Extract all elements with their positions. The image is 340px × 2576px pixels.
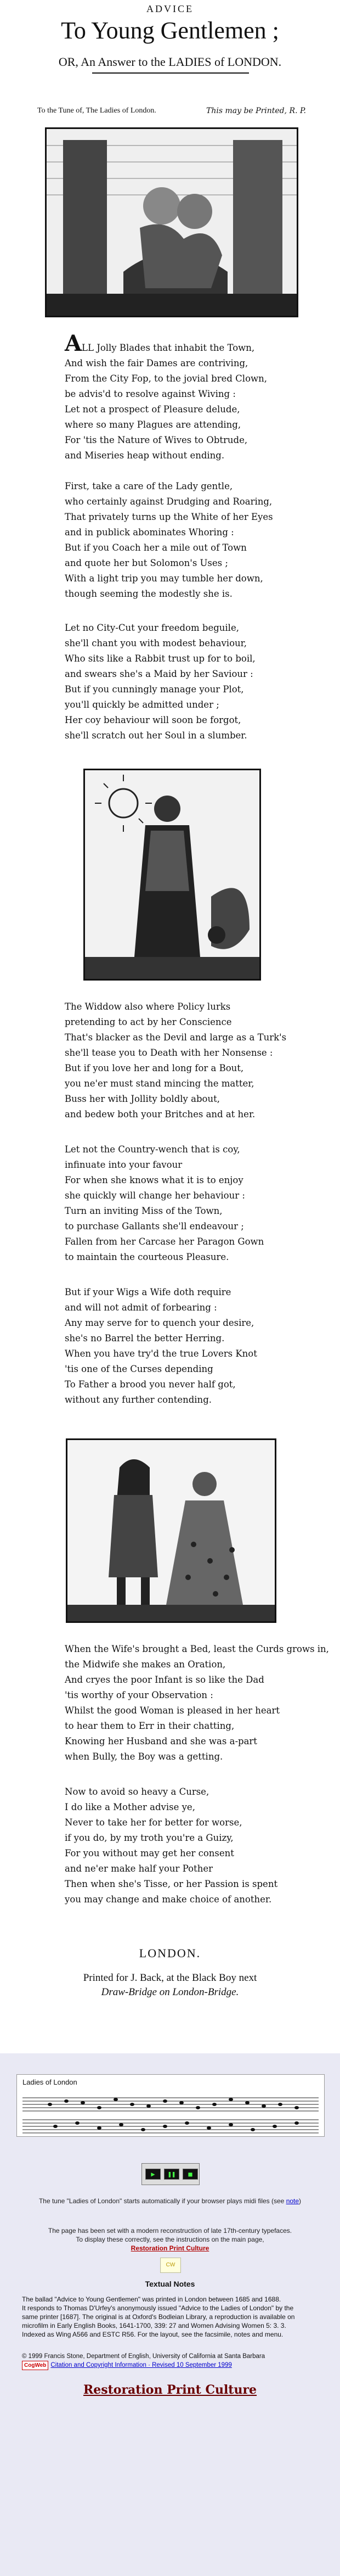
stanza-line: though seeming the modestly she is. — [65, 589, 233, 599]
stanza-6 — [65, 1285, 301, 1408]
stanza-line: Let no City-Cut your freedom beguile, — [65, 623, 239, 633]
stanza-line: be advis'd to resolve against Wiving : — [65, 389, 236, 399]
stanza-line: you'll quickly be admitted under ; — [65, 699, 219, 710]
play-button[interactable]: ▶ — [145, 2169, 161, 2180]
stanza-line: without any further contending. — [65, 1395, 212, 1405]
stanza-line: when Bully, the Boy was a getting. — [65, 1751, 223, 1762]
stanza-line: the Midwife she makes an Oration, — [65, 1659, 226, 1670]
stanza-line: and swears she's a Maid by her Saviour : — [65, 669, 253, 679]
stanza-line: she's no Barrel the better Herring. — [65, 1333, 225, 1343]
stanza-line: Any may serve for to quench your desire, — [65, 1318, 254, 1328]
stanza-line: she quickly will change her behaviour : — [65, 1190, 245, 1201]
stanza-line: Buss her with Jollity boldly about, — [65, 1094, 220, 1104]
copyright — [22, 2353, 318, 2370]
tune-text: To the Tune of, The Ladies of London. — [37, 107, 156, 115]
stanza-line: But if you Coach her a mile out of Town — [65, 542, 247, 553]
reset-note-link-row — [0, 2244, 340, 2252]
stanza-line: and Miseries heap without ending. — [65, 450, 225, 461]
stanza-line: you ne'er must stand mincing the matter, — [65, 1078, 254, 1089]
stanza-4 — [65, 999, 301, 1122]
stanza-line: and bedew both your Britches and at her. — [65, 1109, 256, 1119]
stanza-line: With a light trip you may tumble her down, — [65, 573, 263, 584]
stop-button[interactable]: ■ — [183, 2169, 198, 2180]
stanza-line: who certainly against Drudging and Roaring, — [65, 496, 273, 507]
stanza-8 — [65, 1784, 301, 1907]
stanza-line: But if you love her and long for a Bout, — [65, 1063, 244, 1073]
drop-cap: A — [65, 331, 82, 356]
rpc-main-link[interactable]: Restoration Print Culture — [131, 2244, 209, 2252]
notes-line: The ballad "Advice to Young Gentlemen" was printed in London between 1685 and 1688. — [22, 2295, 281, 2303]
copyright-line-2 — [22, 2361, 318, 2370]
woodcut-couple-standing — [66, 1438, 276, 1623]
stanza-line: to purchase Gallants she'll endeavour ; — [65, 1221, 244, 1231]
stanza-line: I do like a Mother advise ye, — [65, 1802, 195, 1812]
stanza-line: and will not admit of forbearing : — [65, 1302, 217, 1313]
stanza-line: From the City Fop, to the jovial bred Clown, — [65, 373, 267, 384]
stanza-line: 'tis one of the Curses depending — [65, 1364, 213, 1374]
stanza-1 — [65, 331, 301, 463]
stanza-line: Then when she's Tisse, or her Passion is spent — [65, 1879, 278, 1889]
copyright-line: © 1999 Francis Stone, Department of English, University of California at Santa Barbara — [22, 2353, 265, 2360]
stanza-line: Let not a prospect of Pleasure delude, — [65, 404, 240, 415]
stanza-line: and ne'er make half your Pother — [65, 1863, 213, 1874]
stanza-line: But if your Wigs a Wife doth require — [65, 1287, 231, 1297]
imprint-printer — [0, 1971, 340, 2000]
woodcut-lady-peacock — [83, 769, 261, 981]
tune-note-end: ) — [299, 2197, 302, 2205]
rpc-footer-link[interactable]: Restoration Print Culture — [83, 2383, 257, 2397]
stanza-line: For you without may get her consent — [65, 1848, 234, 1858]
stanza-line: Whilst the good Woman is pleased in her heart — [65, 1705, 280, 1716]
stanza-line: to maintain the courteous Pleasure. — [65, 1252, 229, 1262]
reset-note-line-2: To display these correctly, see the instructions on the main page, — [76, 2236, 264, 2243]
stanza-line: infinuate into your favour — [65, 1160, 183, 1170]
stanza-line: pretending to act by her Conscience — [65, 1017, 232, 1027]
stanza-line: she'll scratch out her Soul in a slumber. — [65, 730, 247, 741]
stanza-line: Never to take her for better for worse, — [65, 1817, 242, 1828]
imprint-line: Draw-Bridge on London-Bridge. — [101, 1986, 239, 1998]
note-link[interactable]: note — [286, 2197, 299, 2205]
stanza-line: When you have try'd the true Lovers Knot — [65, 1348, 257, 1359]
notes-line: microfilm in Early English Books, 1641-1700, 339: 27 and Women Advising Women 5: 3. 3. — [22, 2322, 286, 2329]
stanza-line: Her coy behaviour will soon be forgot, — [65, 715, 241, 725]
notes-body — [22, 2295, 318, 2339]
stanza-7 — [65, 1642, 329, 1765]
stanza-line: Turn an inviting Miss of the Town, — [65, 1206, 223, 1216]
imprint-line: Printed for J. Back, at the Black Boy next — [83, 1972, 257, 1984]
stanza-line: That privately turns up the White of her Eyes — [65, 512, 273, 522]
citation-link[interactable]: Citation and Copyright Information · Revised 10 September 1999 — [50, 2362, 232, 2368]
stanza-line: to hear them to Err in their chatting, — [65, 1721, 235, 1731]
midi-player[interactable] — [141, 2163, 200, 2185]
ballad-title: To Young Gentlemen ; — [61, 17, 279, 44]
stanza-line: she'll tease you to Death with her Nonsense : — [65, 1048, 273, 1058]
cogweb-logo[interactable]: CW — [160, 2258, 181, 2273]
stanza-line: where so many Plagues are attending, — [65, 419, 241, 430]
stanza-line: ALL Jolly Blades that inhabit the Town, — [65, 331, 255, 356]
stanza-line: That's blacker as the Devil and large as a Turk's — [65, 1032, 287, 1043]
tune-note-text: The tune "Ladies of London" starts automatically if your browser plays midi files (see — [38, 2197, 286, 2205]
stanza-line: Fallen from her Carcase her Paragon Gown — [65, 1236, 264, 1247]
stanza-line: you may change and make choice of another. — [65, 1894, 272, 1905]
cogweb-badge[interactable]: CogWeb — [22, 2361, 48, 2370]
reset-note-line-1: The page has been set with a modern reconstruction of late 17th-century typefaces. — [48, 2227, 292, 2235]
stanza-line: she'll chant you with modest behaviour, — [65, 638, 247, 648]
stanza-line: To Father a brood you never half got, — [65, 1379, 236, 1390]
player-controls — [145, 2169, 198, 2180]
stanza-line: And cryes the poor Infant is so like the Dad — [65, 1675, 264, 1685]
ballad-subtitle: OR, An Answer to the LADIES of LONDON. — [58, 55, 282, 69]
tune-line — [37, 107, 306, 115]
staff-title: Ladies of London — [22, 2078, 77, 2086]
site-footer — [0, 2053, 340, 2576]
notes-line: It responds to Thomas D'Urfey's anonymously issued "Advice to the Ladies of London" by the — [22, 2304, 294, 2312]
woodcut-couple-bed — [45, 127, 298, 317]
licence-text: This may be Printed, R. P. — [206, 107, 306, 115]
stanza-line: First, take a care of the Lady gentle, — [65, 481, 233, 491]
stanza-line: and quote her but Solomon's Uses ; — [65, 558, 228, 568]
stanza-line: When the Wife's brought a Bed, least the Curds grows in, — [65, 1644, 329, 1654]
stanza-line: Now to avoid so heavy a Curse, — [65, 1787, 209, 1797]
stanza-line: and in publick abominates Whoring : — [65, 527, 234, 537]
stanza-line: Who sits like a Rabbit trust up for to boil, — [65, 653, 256, 664]
notes-line: same printer [1687]. The original is at Oxford's Bodleian Library, a reproduction is available on — [22, 2313, 295, 2321]
stanza-2 — [65, 479, 301, 602]
tune-note — [0, 2197, 340, 2205]
stanza-5 — [65, 1142, 301, 1265]
advice-heading: ADVICE — [146, 3, 194, 14]
music-staff — [16, 2074, 325, 2137]
stanza-line: 'tis worthy of your Observation : — [65, 1690, 213, 1700]
pause-button[interactable]: ❚❚ — [164, 2169, 179, 2180]
stanza-line: And wish the fair Dames are contriving, — [65, 358, 248, 368]
stanza-3 — [65, 620, 301, 743]
notes-title: Textual Notes — [145, 2280, 195, 2288]
subtitle-rule — [92, 72, 249, 74]
stanza-line: The Widdow also where Policy lurks — [65, 1001, 231, 1012]
stanza-line: For when she knows what it is to enjoy — [65, 1175, 243, 1185]
stanza-line: if you do, by my troth you're a Guizy, — [65, 1833, 234, 1843]
stanza-line: For 'tis the Nature of Wives to Obtrude, — [65, 435, 248, 445]
imprint-city: LONDON. — [139, 1946, 201, 1960]
stanza-line: But if you cunningly manage your Plot, — [65, 684, 244, 695]
notes-line: Indexed as Wing A566 and ESTC R56. For the layout, see the facsimile, notes and menu. — [22, 2331, 284, 2338]
stanza-line: Let not the Country-wench that is coy, — [65, 1144, 240, 1155]
stanza-line: Knowing her Husband and she was a-part — [65, 1736, 257, 1746]
